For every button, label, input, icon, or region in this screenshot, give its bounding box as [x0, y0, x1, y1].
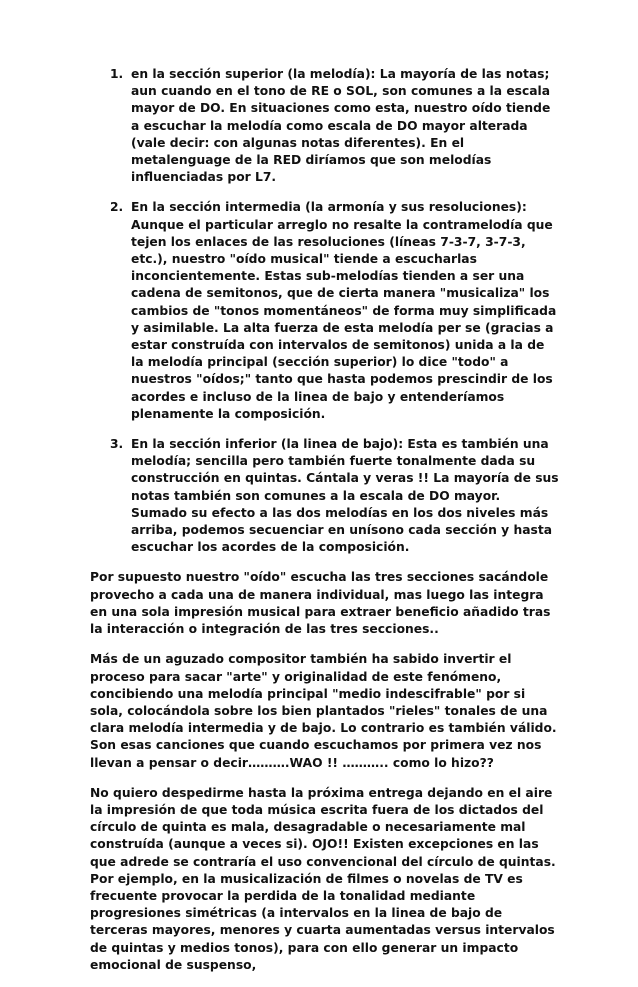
numbered-list	[90, 66, 560, 556]
list-item	[90, 436, 560, 556]
list-item-number: 1.	[110, 67, 124, 81]
body-paragraph: Más de un aguzado compositor también ha sabido invertir el proceso para sacar "arte" y originalidad de este fenómeno, concibiendo una melodía principal "medio indescifrable" por si sola, colocándola sobre los bien plantados "rieles" tonales de una clara melodía intermedia y de bajo. Lo contrario es también válido. Son esas canciones que cuando escuchamos por primera vez nos llevan a pensar o decir……….WAO !! ……….. como lo hizo??	[90, 652, 557, 770]
body-paragraph: Por supuesto nuestro "oído" escucha las tres secciones sacándole provecho a cada una de manera individual, mas luego las integra en una sola impresión musical para extraer beneficio añadido tras la interacción o integración de las tres secciones..	[90, 570, 551, 637]
body-paragraph: No quiero despedirme hasta la próxima entrega dejando en el aire la impresión de que toda música escrita fuera de los dictados del círculo de quinta es mala, desagradable o necesariamente mal construída (aunque a veces si). OJO!! Existen excepciones en las que adrede se contraría el uso convencional del círculo de quintas. Por ejemplo, en la musicalización de filmes o novelas de TV es frecuente provocar la perdida de la tonalidad mediante progresiones simétricas (a intervalos en la linea de bajo de terceras mayores, menores y cuarta aumentadas versus intervalos de quintas y medios tonos), para con ello generar un impacto emocional de suspenso,	[90, 785, 556, 972]
list-item-text: En la sección inferior (la linea de bajo): Esta es también una melodía; sencilla pero también fuerte tonalmente dada su construcción en quintas. Cántala y veras !! La mayoría de sus notas también son comunes a la escala de DO mayor. Sumado su efecto a las dos melodías en los dos niveles más arriba, podemos secuenciar en unísono cada sección y hasta escuchar los acordes de la composición.	[131, 437, 559, 555]
list-item-number: 3.	[110, 437, 124, 452]
list-item	[90, 66, 560, 186]
list-item	[90, 199, 560, 423]
list-item-text: en la sección superior (la melodía): La mayoría de las notas; aun cuando en el tono de RE o SOL, son comunes a la escala mayor de DO. En situaciones como esta, nuestro oído tiende a escuchar la melodía como escala de DO mayor alterada (vale decir: con algunas notas diferentes). En el metalenguage de la RED diríamos que son melodías influenciadas por L7.	[131, 67, 551, 185]
document-page	[90, 66, 560, 987]
list-item-number: 2.	[110, 200, 124, 215]
list-item-text: En la sección intermedia (la armonía y sus resoluciones): Aunque el particular arreglo no resalte la contramelodía que tejen los enlaces de las resoluciones (líneas 7-3-7, 3-7-3, etc.), nuestro "oído musical" tiende a escucharlas inconcientemente. Estas sub-melodías tienden a ser una cadena de semitonos, que de cierta manera "musicaliza" los cambios de "tonos momentáneos" de forma muy simplificada y asimilable. La alta fuerza de esta melodía per se (gracias a estar construída con intervalos de semitonos) unida a la de la melodía principal (sección superior) lo dice "todo" a nuestros "oídos;" tanto que hasta podemos prescindir de los acordes e incluso de la linea de bajo y entenderíamos plenamente la composición.	[131, 200, 557, 421]
